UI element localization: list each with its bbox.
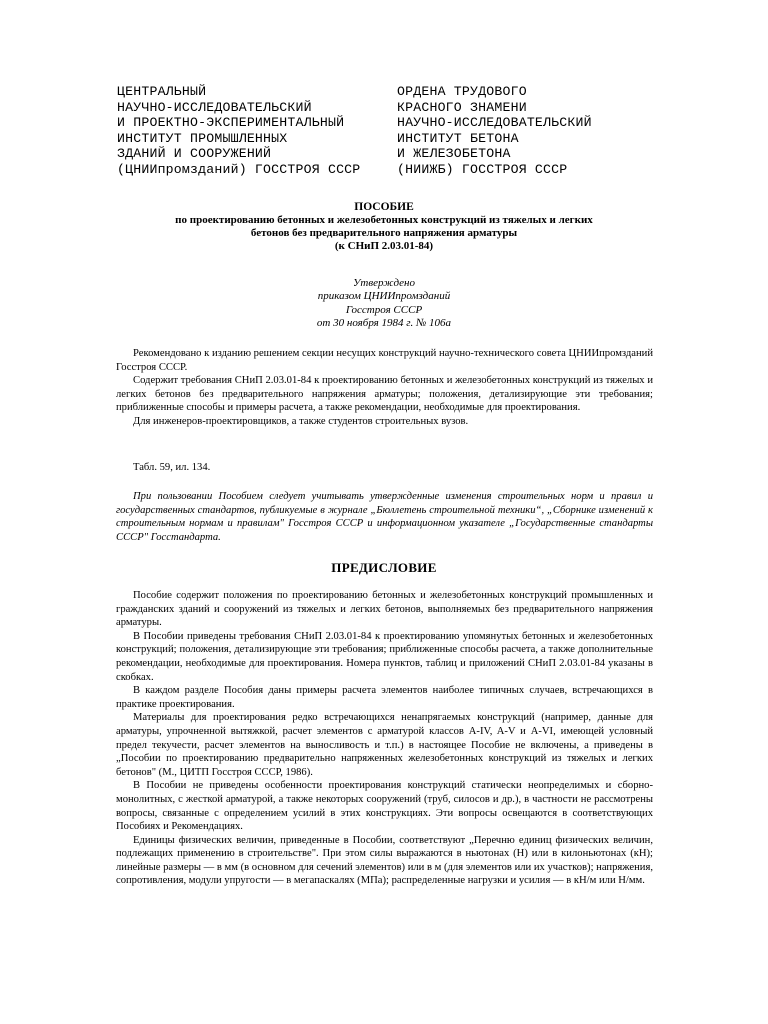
preface-paragraph: Единицы физических величин, приведенные в Пособии, соответствуют „Перечню единиц физических величин, подлежащих применению в строительстве". При этом силы выражаются в ньютонах (Н) или в килоньютонах (кН); линейные размеры — в мм (в основном для сечений элементов) или в м (для элементов или их участков); напряжения, сопротивления, модули упругости — в мегапаскалях (МПа); распределенные нагрузки и усилия — в кН/м или Н/мм. <box>116 834 653 887</box>
intro-contents: Содержит требования СНиП 2.03.01-84 к проектированию бетонных и железобетонных конструкций из тяжелых и легких бетонов без предварительного напряжения арматуры; положения, детализирующие эти требования; приближенные способы и примеры расчета, а также рекомендации, необходимые для проектирования. <box>116 375 653 414</box>
header-right-line: И ЖЕЛЕЗОБЕТОНА <box>397 146 511 162</box>
preface-paragraph: В Пособии не приведены особенности проектирования конструкций статически неопределимых и сборно-монолитных, с жесткой арматурой, а также некоторых сооружений (труб, силосов и др.), в частности не рассмотрены вопросы, связанные с определением усилий в этих конструкциях. Эти вопросы освещаются в соответствующих Пособиях и Рекомендациях. <box>116 780 653 833</box>
preface-heading: ПРЕДИСЛОВИЕ <box>331 560 437 575</box>
header-left-line: И ПРОЕКТНО-ЭКСПЕРИМЕНТАЛЬНЫЙ <box>117 115 345 131</box>
header-right-line: КРАСНОГО ЗНАМЕНИ <box>397 99 527 115</box>
approval-block <box>110 277 658 331</box>
header-left-line: НАУЧНО-ИССЛЕДОВАТЕЛЬСКИЙ <box>117 99 312 115</box>
intro-recommendation: Рекомендовано к изданию решением секции несущих конструкций научно-технического совета ЦНИИпромзданий Госстроя СССР. <box>116 348 653 373</box>
title-line: по проектированию бетонных и железобетонных конструкций из тяжелых и легких <box>175 214 593 226</box>
header-right-line: ОРДЕНА ТРУДОВОГО <box>397 84 527 99</box>
preface-paragraph: Пособие содержит положения по проектированию бетонных и железобетонных конструкций промышленных и гражданских зданий и сооружений из тяжелых и легких бетонов, выполняемых без предварительного напряжения арматуры. <box>116 590 653 629</box>
header-right-line: (НИИЖБ) ГОССТРОЯ СССР <box>397 161 568 177</box>
approval-line: приказом ЦНИИпромзданий <box>317 290 451 303</box>
approval-date: от 30 ноября 1984 г. № 106а <box>316 317 452 330</box>
usage-note <box>116 490 653 544</box>
header-left-line: ИНСТИТУТ ПРОМЫШЛЕННЫХ <box>117 130 288 146</box>
preface-paragraph: В Пособии приведены требования СНиП 2.03.01-84 к проектированию упомянутых бетонных и железобетонных конструкций; положения, детализирующие эти требования; приближенные способы расчета, а также дополнительные рекомендации, необходимые для проектирования. Номера пунктов, таблиц и приложений СНиП 2.03.01-84 указаны в скобках. <box>116 630 653 683</box>
tables-illustrations-note: Табл. 59, ил. 134. <box>133 462 211 473</box>
header-left-line: ЗДАНИЙ И СООРУЖЕНИЙ <box>117 146 272 162</box>
header-left-line: ЦЕНТРАЛЬНЫЙ <box>117 84 207 99</box>
approval-line: Утверждено <box>353 277 415 289</box>
title-line: бетонов без предварительного напряжения арматуры <box>250 227 518 239</box>
document-title <box>110 201 658 253</box>
intro-tables-count <box>116 461 653 475</box>
title-snip-reference: (к СНиП 2.03.01-84) <box>334 240 434 252</box>
header-left-institute <box>117 84 360 178</box>
preface-paragraph: В каждом разделе Пособия даны примеры расчета элементов наиболее типичных случаев, встречающихся в практике проектирования. <box>116 685 653 710</box>
header-right-institute <box>397 84 592 178</box>
preface-body <box>116 589 653 888</box>
title-word: ПОСОБИЕ <box>354 201 414 213</box>
preface-paragraph: Материалы для проектирования редко встречающихся ненапрягаемых конструкций (например, данные для арматуры, упрочненной вытяжкой, расчет элементов с арматурой классов A-IV, A-V и A-VI, имеющей условный предел текучести, расчет элементов на выносливость и т.п.) в настоящее Пособие не включены, а приведены в „Пособии по проектированию предварительно напряженных железобетонных конструкций из тяжелых и легких бетонов" (М., ЦИТП Госстроя СССР, 1986). <box>116 712 653 778</box>
usage-note-text: При пользовании Пособием следует учитывать утвержденные изменения строительных норм и правил и государственных стандартов, публикуемые в журнале „Бюллетень строительной техники“, „Сборнике изменений к строительным нормам и правилам" Госстроя СССР и информационном указателе „Государственные стандарты СССР" Госстандарта. <box>116 491 653 543</box>
approval-line: Госстроя СССР <box>345 303 423 316</box>
header-right-line: НАУЧНО-ИССЛЕДОВАТЕЛЬСКИЙ <box>397 115 592 131</box>
intro-audience: Для инженеров-проектировщиков, а также студентов строительных вузов. <box>133 415 469 427</box>
intro-section <box>116 347 653 429</box>
header-right-line: ИНСТИТУТ БЕТОНА <box>397 130 519 146</box>
header-left-line: (ЦНИИпромзданий) ГОССТРОЯ СССР <box>117 161 361 177</box>
